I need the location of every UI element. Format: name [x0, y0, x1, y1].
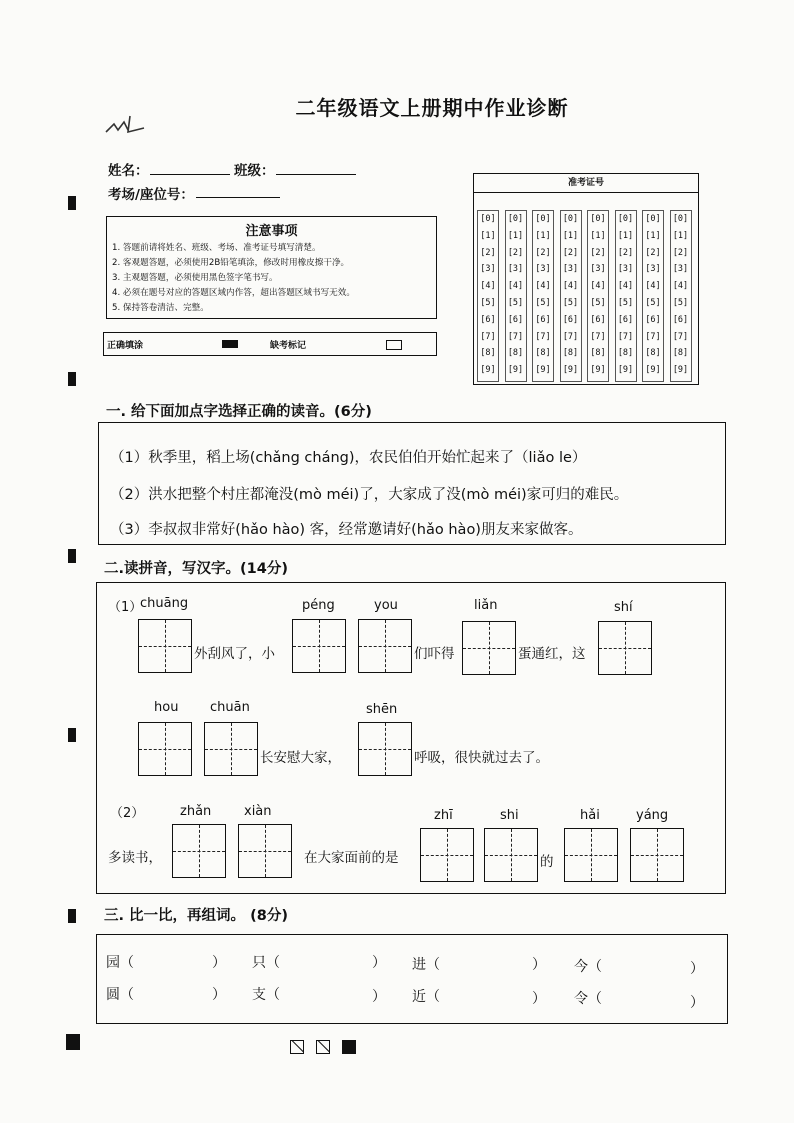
exam-id-bubble[interactable]: [5] — [645, 298, 661, 308]
section1-question-2: （2）洪水把整个村庄都淹没(mò méi)了，大家成了没(mò méi)家可归的难民。 — [110, 487, 629, 503]
exam-id-bubble[interactable]: [3] — [535, 264, 551, 275]
exam-id-bubble[interactable]: [6] — [617, 314, 634, 325]
sentence-text: 蛋通红，这 — [518, 646, 586, 662]
pinyin-label: shēn — [366, 702, 398, 717]
exam-id-bubble[interactable]: [6] — [535, 314, 551, 325]
alignment-marker — [68, 909, 76, 923]
compare-close: ） — [690, 995, 704, 1011]
exam-id-bubble[interactable]: [8] — [535, 348, 551, 359]
compare-close: ） — [372, 989, 386, 1005]
pinyin-label: yáng — [636, 808, 669, 823]
exam-id-bubble[interactable]: [7] — [480, 331, 496, 342]
exam-id-bubble[interactable]: [8] — [672, 348, 689, 359]
handwritten-mark — [104, 112, 152, 138]
exam-id-bubble[interactable]: [2] — [507, 247, 524, 258]
class-label: 班级： — [234, 163, 275, 179]
exam-id-bubble[interactable]: [9] — [480, 365, 496, 376]
exam-id-column — [477, 210, 499, 382]
exam-id-bubble[interactable]: [8] — [507, 348, 524, 359]
alignment-marker — [68, 728, 76, 742]
fill-example-bar — [103, 332, 437, 356]
pinyin-label: hou — [154, 700, 179, 715]
exam-id-bubble[interactable]: [8] — [617, 348, 634, 359]
correct-fill-label: 正确填涂 — [107, 341, 144, 351]
notice-box — [106, 216, 437, 319]
exam-id-bubble[interactable]: [5] — [507, 298, 524, 308]
writing-grid[interactable] — [630, 828, 684, 882]
exam-id-bubble[interactable]: [1] — [535, 230, 551, 241]
exam-id-column — [505, 210, 527, 382]
exam-id-bubble[interactable]: [8] — [590, 348, 606, 359]
pinyin-label: chuāng — [140, 596, 189, 611]
sentence-text: 在大家面前的是 — [304, 850, 399, 866]
exam-id-bubble[interactable]: [5] — [480, 298, 496, 308]
writing-grid[interactable] — [292, 619, 346, 673]
exam-id-bubble[interactable]: [8] — [562, 348, 579, 359]
pinyin-label: péng — [302, 598, 335, 613]
seat-label: 考场/座位号： — [108, 187, 194, 203]
compare-close: ） — [532, 957, 546, 973]
exam-id-bubble[interactable]: [2] — [672, 247, 689, 258]
writing-grid[interactable] — [564, 828, 618, 882]
writing-grid[interactable] — [598, 621, 652, 675]
section1-question-1: （1）秋季里，稻上场(chǎng cháng)，农民伯伯开始忙起来了（liǎo le） — [110, 450, 587, 466]
exam-id-bubble[interactable]: [1] — [590, 230, 606, 241]
exam-id-bubble[interactable]: [9] — [672, 365, 689, 376]
section3-frame — [96, 934, 728, 1024]
exam-id-bubble[interactable]: [2] — [535, 247, 551, 258]
sentence-text: 们吓得 — [414, 646, 455, 662]
exam-id-bubble[interactable]: [3] — [617, 264, 634, 275]
writing-grid[interactable] — [420, 828, 474, 882]
section2-heading: 二.读拼音，写汉字。(14分) — [104, 561, 288, 577]
compare-item: 只（ — [252, 955, 280, 971]
pinyin-label: liǎn — [474, 598, 498, 613]
exam-id-bubble[interactable]: [4] — [672, 281, 689, 292]
writing-grid[interactable] — [484, 828, 538, 882]
seat-field[interactable] — [196, 183, 280, 198]
exam-id-bubble[interactable]: [7] — [535, 331, 551, 342]
notice-item: 1. 答题前请将姓名、班级、考场、准考证号填写清楚。 — [112, 243, 321, 253]
exam-id-bubble[interactable]: [4] — [535, 281, 551, 292]
exam-id-bubble[interactable]: [5] — [535, 298, 551, 308]
exam-id-bubble[interactable]: [3] — [562, 264, 579, 275]
sentence-text: 的 — [540, 854, 554, 870]
exam-id-bubble[interactable]: [6] — [645, 314, 661, 325]
writing-grid[interactable] — [138, 619, 192, 673]
exam-id-bubble[interactable]: [9] — [590, 365, 606, 376]
page-marker-crossed — [290, 1040, 304, 1054]
exam-id-title: 准考证号 — [473, 173, 699, 193]
exam-id-bubble[interactable]: [5] — [672, 298, 689, 308]
exam-id-bubble[interactable]: [1] — [507, 230, 524, 241]
alignment-marker — [68, 549, 76, 563]
exam-id-bubble[interactable]: [7] — [672, 331, 689, 342]
notice-item: 5. 保持答卷清洁、完整。 — [112, 303, 209, 313]
exam-id-bubble[interactable]: [0] — [617, 214, 634, 224]
exam-id-bubble[interactable]: [6] — [590, 314, 606, 325]
question-number: （1） — [108, 600, 143, 615]
compare-close: ） — [212, 987, 226, 1003]
name-label: 姓名： — [108, 163, 149, 179]
pinyin-label: zhǎn — [180, 804, 212, 819]
compare-item: 令（ — [574, 991, 602, 1007]
exam-id-bubble[interactable]: [0] — [645, 214, 661, 224]
exam-id-bubble[interactable]: [0] — [480, 214, 496, 224]
exam-id-bubble[interactable]: [3] — [645, 264, 661, 275]
pinyin-label: shi — [500, 808, 519, 823]
exam-id-bubble[interactable]: [4] — [590, 281, 606, 292]
exam-id-bubble[interactable]: [3] — [507, 264, 524, 275]
exam-id-bubble[interactable]: [4] — [617, 281, 634, 292]
compare-close: ） — [690, 961, 704, 977]
exam-id-bubble[interactable]: [0] — [590, 214, 606, 224]
exam-id-bubble[interactable]: [1] — [562, 230, 579, 241]
page-marker-filled — [342, 1040, 356, 1054]
exam-id-bubble[interactable]: [3] — [480, 264, 496, 275]
exam-id-bubble[interactable]: [2] — [645, 247, 661, 258]
alignment-marker — [66, 1034, 80, 1050]
pinyin-label: chuān — [210, 700, 250, 715]
exam-id-bubble[interactable]: [0] — [562, 214, 579, 224]
compare-close: ） — [372, 955, 386, 971]
exam-id-bubble[interactable]: [1] — [480, 230, 496, 241]
exam-id-bubble[interactable]: [5] — [590, 298, 606, 308]
compare-close: ） — [532, 991, 546, 1007]
alignment-marker — [68, 196, 76, 210]
writing-grid[interactable] — [358, 619, 412, 673]
exam-id-bubble[interactable]: [2] — [562, 247, 579, 258]
alignment-marker — [68, 372, 76, 386]
compare-item: 今（ — [574, 959, 602, 975]
sentence-text: 多读书， — [108, 850, 162, 866]
exam-id-bubble[interactable]: [0] — [672, 214, 689, 224]
pinyin-label: shí — [614, 600, 633, 615]
pinyin-label: you — [374, 598, 398, 613]
exam-id-column — [615, 210, 637, 382]
exam-id-bubble[interactable]: [7] — [617, 331, 634, 342]
compare-item: 近（ — [412, 989, 440, 1005]
pinyin-label: xiàn — [244, 804, 272, 819]
compare-close: ） — [212, 955, 226, 971]
exam-id-bubble[interactable]: [9] — [535, 365, 551, 376]
exam-id-bubble[interactable]: [6] — [507, 314, 524, 325]
exam-id-bubble[interactable]: [1] — [672, 230, 689, 241]
sentence-text: 长安慰大家， — [260, 750, 341, 766]
compare-item: 支（ — [252, 987, 280, 1003]
notice-title: 注意事项 — [245, 224, 298, 239]
exam-id-bubble[interactable]: [7] — [562, 331, 579, 342]
exam-id-bubble[interactable]: [4] — [507, 281, 524, 292]
correct-fill-sample — [222, 340, 238, 348]
exam-id-bubble[interactable]: [9] — [645, 365, 661, 376]
exam-id-bubble[interactable]: [3] — [590, 264, 606, 275]
notice-item: 2. 客观题答题，必须使用2B铅笔填涂，修改时用橡皮擦干净。 — [112, 258, 350, 268]
writing-grid[interactable] — [138, 722, 192, 776]
exam-id-bubble[interactable]: [9] — [617, 365, 634, 376]
absent-mark-label: 缺考标记 — [270, 341, 307, 351]
exam-id-bubble[interactable]: [7] — [645, 331, 661, 342]
question-number: （2） — [110, 806, 145, 821]
page-marker-crossed — [316, 1040, 330, 1054]
sentence-text: 呼吸，很快就过去了。 — [414, 750, 549, 766]
exam-id-bubble[interactable]: [2] — [617, 247, 634, 258]
exam-id-bubble[interactable]: [8] — [480, 348, 496, 359]
exam-id-bubble[interactable]: [4] — [562, 281, 579, 292]
pinyin-label: hǎi — [580, 808, 600, 823]
page-title: 二年级语文上册期中作业诊断 — [295, 96, 569, 120]
exam-id-bubble[interactable]: [6] — [562, 314, 579, 325]
writing-grid[interactable] — [238, 824, 292, 878]
compare-item: 进（ — [412, 957, 440, 973]
exam-id-bubble[interactable]: [6] — [672, 314, 689, 325]
notice-item: 3. 主观题答题，必须使用黑色签字笔书写。 — [112, 273, 278, 283]
exam-id-bubble[interactable]: [6] — [480, 314, 496, 325]
name-field[interactable] — [150, 160, 230, 175]
exam-id-bubble[interactable]: [9] — [562, 365, 579, 376]
compare-item: 园（ — [106, 955, 134, 971]
notice-item: 4. 必须在题号对应的答题区域内作答，超出答题区域书写无效。 — [112, 288, 355, 298]
exam-id-column — [587, 210, 609, 382]
exam-id-column — [642, 210, 664, 382]
writing-grid[interactable] — [204, 722, 258, 776]
class-field[interactable] — [276, 160, 356, 175]
exam-id-bubble[interactable]: [0] — [507, 214, 524, 224]
compare-item: 圆（ — [106, 987, 134, 1003]
writing-grid[interactable] — [172, 824, 226, 878]
writing-grid[interactable] — [462, 621, 516, 675]
exam-id-column — [560, 210, 582, 382]
exam-id-column — [532, 210, 554, 382]
exam-id-bubble[interactable]: [4] — [645, 281, 661, 292]
exam-id-bubble[interactable]: [2] — [590, 247, 606, 258]
sentence-text: 外刮风了，小 — [194, 646, 275, 662]
pinyin-label: zhī — [434, 808, 453, 823]
exam-id-column — [670, 210, 692, 382]
exam-id-bubble[interactable]: [5] — [617, 298, 634, 308]
exam-id-bubble[interactable]: [4] — [480, 281, 496, 292]
exam-id-bubble[interactable]: [5] — [562, 298, 579, 308]
exam-id-bubble[interactable]: [1] — [645, 230, 661, 241]
writing-grid[interactable] — [358, 722, 412, 776]
exam-id-bubble[interactable]: [3] — [672, 264, 689, 275]
exam-id-bubble[interactable]: [7] — [590, 331, 606, 342]
absent-mark-box[interactable] — [386, 340, 402, 350]
exam-id-bubble[interactable]: [8] — [645, 348, 661, 359]
exam-id-bubble[interactable]: [9] — [507, 365, 524, 376]
exam-id-bubble[interactable]: [1] — [617, 230, 634, 241]
exam-id-bubble[interactable]: [2] — [480, 247, 496, 258]
section3-heading: 三. 比一比，再组词。 (8分) — [104, 908, 288, 924]
section1-heading: 一. 给下面加点字选择正确的读音。(6分) — [106, 404, 372, 420]
section1-question-3: （3）李叔叔非常好(hǎo hào) 客，经常邀请好(hǎo hào)朋友来家做客。 — [110, 522, 583, 538]
exam-id-bubble[interactable]: [7] — [507, 331, 524, 342]
exam-id-bubble[interactable]: [0] — [535, 214, 551, 224]
